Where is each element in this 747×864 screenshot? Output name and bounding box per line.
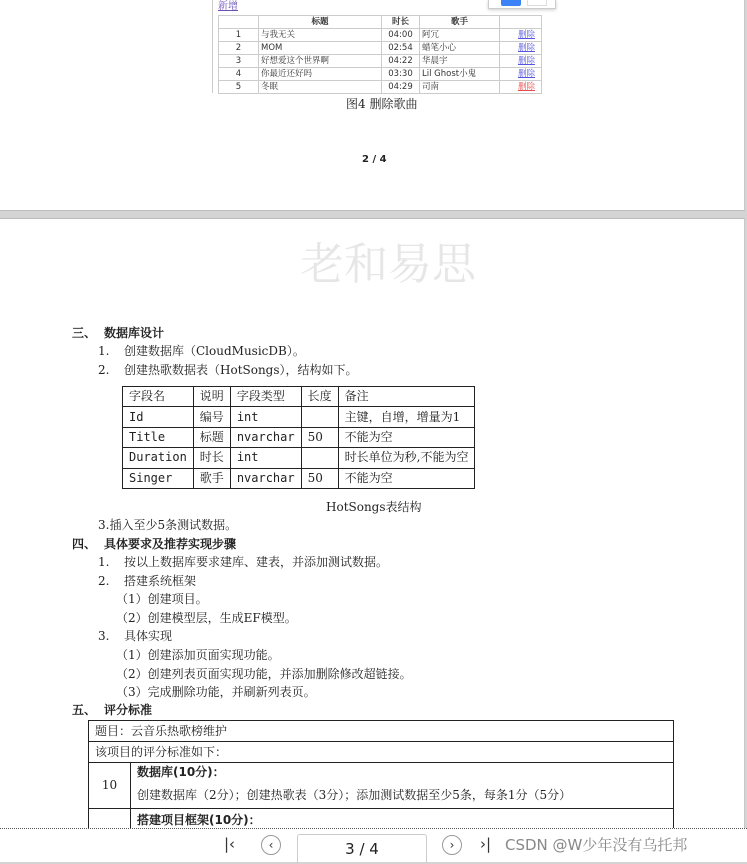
header-cell: 说明	[193, 387, 230, 407]
table-cell: 歌手	[193, 468, 230, 488]
section-4-title: 具体要求及推荐实现步骤	[104, 537, 237, 551]
figure-caption: 图4 删除歌曲	[346, 97, 418, 111]
table-cell: int	[230, 407, 301, 427]
song-singer: 司南	[422, 81, 440, 92]
grade-intro: 该项目的评分标准如下：	[89, 742, 674, 763]
section-3-title: 数据库设计	[104, 326, 165, 340]
table-cell: 主键，自增，增量为1	[338, 407, 475, 427]
col-singer: 歌手	[420, 16, 500, 29]
song-no: 5	[235, 81, 242, 92]
song-no: 4	[235, 68, 242, 79]
last-page-icon[interactable]: ›|	[480, 835, 492, 853]
csdn-watermark: CSDN @W少年没有乌托邦	[505, 836, 688, 854]
table-cell: nvarchar	[230, 468, 301, 488]
song-duration: 04:22	[388, 55, 413, 66]
song-title: 好想爱这个世界啊	[261, 55, 330, 66]
table-cell: 编号	[193, 407, 230, 427]
table-cell: 不能为空	[338, 468, 475, 488]
grade-score: 10	[89, 763, 131, 809]
section-3-number: 三、	[72, 326, 97, 340]
delete-link[interactable]: 删除	[517, 55, 535, 66]
table-cell: 50	[301, 468, 338, 488]
table-cell: Title	[123, 427, 194, 447]
delete-link[interactable]: 删除	[517, 29, 535, 40]
next-page-icon[interactable]: ›	[442, 835, 462, 855]
page-footer: 2 / 4	[362, 154, 387, 165]
first-page-icon[interactable]: |‹	[224, 835, 236, 853]
song-duration: 03:30	[388, 68, 413, 79]
song-no: 3	[235, 55, 242, 66]
header-cell: 字段名	[123, 387, 194, 407]
song-no: 2	[235, 42, 242, 53]
table-cell: Id	[123, 407, 194, 427]
song-singer: 阿冗	[422, 29, 440, 40]
table-cell: Singer	[123, 468, 194, 488]
list-number: 1.	[98, 555, 110, 569]
list-item: 创建热歌数据表（HotSongs），结构如下。	[124, 363, 358, 377]
table-caption: HotSongs表结构	[326, 500, 422, 514]
song-title: MOM	[261, 42, 283, 53]
song-singer: 华晨宇	[422, 55, 448, 66]
list-item: 按以上数据库要求建库、建表，并添加测试数据。	[124, 555, 389, 569]
table-cell: 时长	[193, 448, 230, 468]
table-cell: 标题	[193, 427, 230, 447]
list-number: 2.	[98, 363, 110, 377]
song-singer: 蜡笔小心	[422, 42, 457, 53]
list-item: （1）创建添加页面实现功能。	[116, 648, 280, 662]
list-item: 搭建系统框架	[124, 574, 197, 588]
section-4-number: 四、	[72, 537, 97, 551]
delete-link[interactable]: 删除	[517, 42, 535, 53]
list-item: 具体实现	[124, 629, 173, 643]
song-duration: 04:00	[388, 29, 413, 40]
grade-db-title: 数据库(10分)：	[131, 763, 674, 783]
col-title: 标题	[259, 16, 382, 29]
table-cell: Duration	[123, 448, 194, 468]
header-cell: 字段类型	[230, 387, 301, 407]
song-singer: Lil Ghost小鬼	[422, 68, 477, 79]
grade-frame-title: 搭建项目框架(10分)：	[131, 809, 674, 829]
list-item: 创建数据库（CloudMusicDB）。	[124, 344, 305, 358]
col-duration: 时长	[382, 16, 420, 29]
song-no: 1	[235, 29, 242, 40]
section-5-number: 五、	[72, 703, 97, 717]
song-title: 与我无关	[261, 29, 296, 40]
table-cell: 50	[301, 427, 338, 447]
list-number: 2.	[98, 574, 110, 588]
table-cell: nvarchar	[230, 427, 301, 447]
song-duration: 02:54	[388, 42, 413, 53]
table-cell: 时长单位为秒,不能为空	[338, 448, 475, 468]
list-item: （2）创建模型层，生成EF模型。	[116, 611, 297, 625]
song-duration: 04:29	[388, 81, 413, 92]
section-5-title: 评分标准	[104, 703, 153, 717]
page-number-input[interactable]: 3 / 4	[297, 834, 427, 863]
delete-link[interactable]: 删除	[517, 68, 535, 79]
table-cell: int	[230, 448, 301, 468]
header-cell: 长度	[301, 387, 338, 407]
list-item: （3）完成删除功能，并刷新列表页。	[116, 685, 316, 699]
watermark: 老和易思	[300, 239, 476, 290]
grading-table	[88, 720, 674, 828]
list-item: 3.插入至少5条测试数据。	[98, 518, 238, 532]
header-cell: 备注	[338, 387, 475, 407]
grade-db-detail: 创建数据库（2分）；创建热歌表（3分）；添加测试数据至少5条，每条1分（5分）	[131, 783, 674, 809]
grade-score-empty	[89, 809, 131, 829]
list-number: 3.	[98, 629, 110, 643]
grade-topic: 题目：云音乐热歌榜维护	[89, 721, 674, 742]
song-title: 你最近还好吗	[261, 68, 313, 79]
pdf-navigation-bar	[0, 828, 747, 862]
table-cell: 不能为空	[338, 427, 475, 447]
add-link: 新增	[218, 1, 238, 12]
previous-page-icon[interactable]: ‹	[261, 835, 281, 855]
delete-link[interactable]: 删除	[517, 81, 535, 92]
list-item: （1）创建项目。	[116, 592, 208, 606]
song-title: 冬眠	[261, 81, 279, 92]
list-number: 1.	[98, 344, 110, 358]
list-item: （2）创建列表页面实现功能，并添加删除修改超链接。	[116, 667, 412, 681]
